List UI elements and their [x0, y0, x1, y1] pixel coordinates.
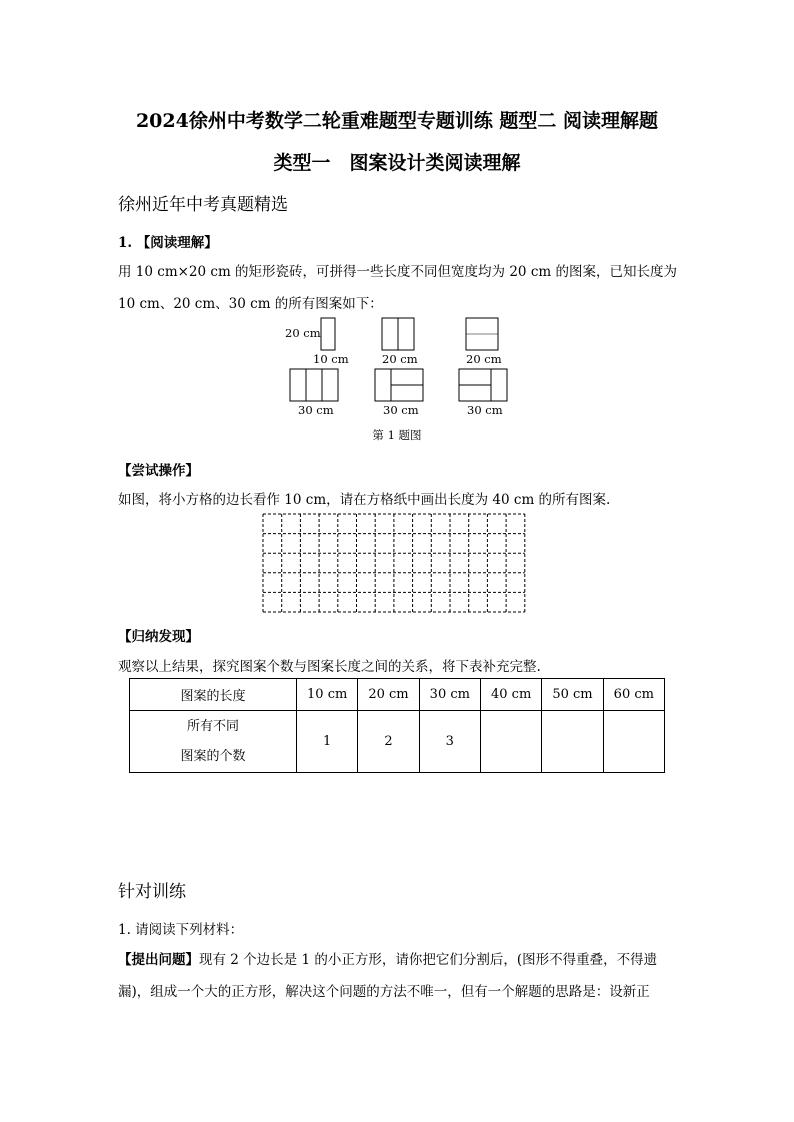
page-subtitle: 类型一 图案设计类阅读理解 — [273, 152, 521, 174]
table-length-cell: 30 cm — [419, 679, 480, 711]
table-length-cell: 60 cm — [603, 679, 664, 711]
table-length-cell: 40 cm — [480, 679, 541, 711]
figure-caption: 第 1 题图 — [372, 428, 422, 442]
pattern-10cm — [321, 318, 335, 350]
table-count-cell: 2 — [358, 711, 419, 773]
try-operation-heading: 【尝试操作】 — [118, 463, 199, 479]
induce-heading: 【归纳发现】 — [118, 629, 199, 645]
length-label-30cm: 30 cm — [383, 403, 419, 417]
question-label: 1. 【阅读理解】 — [118, 235, 218, 251]
page-title: 2024徐州中考数学二轮重难题型专题训练 题型二 阅读理解题 — [135, 110, 659, 132]
length-label-20cm: 20 cm — [466, 352, 502, 366]
problem-label: 【提出问题】 — [118, 952, 199, 968]
table-length-cell: 20 cm — [358, 679, 419, 711]
table-header-count-line1: 所有不同 — [186, 718, 239, 734]
table-count-cell-blank[interactable] — [603, 711, 664, 773]
length-label-30cm: 30 cm — [467, 403, 503, 417]
length-label-10cm: 10 cm — [313, 352, 349, 366]
table-count-cell-blank[interactable] — [480, 711, 541, 773]
practice-question-line: 1. 请阅读下列材料： — [118, 922, 244, 938]
table-header-count-line2: 图案的个数 — [180, 748, 246, 764]
pattern-count-table — [129, 678, 665, 773]
problem-text-line1: 现有 2 个边长是 1 的小正方形，请你把它们分割后，(图形不得重叠，不得遗 — [199, 952, 658, 968]
try-operation-text: 如图，将小方格的边长看作 10 cm，请在方格纸中画出长度为 40 cm 的所有图案. — [118, 492, 611, 508]
table-count-cell: 1 — [297, 711, 358, 773]
table-count-cell: 3 — [419, 711, 480, 773]
induce-text: 观察以上结果，探究图案个数与图案长度之间的关系，将下表补充完整. — [118, 659, 541, 675]
table-header-length: 图案的长度 — [130, 679, 297, 711]
table-length-cell: 10 cm — [297, 679, 358, 711]
problem-text-line2: 漏)，组成一个大的正方形，解决这个问题的方法不唯一，但有一个解题的思路是：设新正 — [118, 984, 650, 1000]
length-label-20cm: 20 cm — [382, 352, 418, 366]
pattern-30cm-vertical — [290, 369, 338, 401]
table-count-cell-blank[interactable] — [542, 711, 603, 773]
grid-paper[interactable] — [262, 513, 530, 615]
table-header-count — [130, 711, 297, 773]
section-heading-past-exams: 徐州近年中考真题精选 — [118, 195, 288, 215]
length-label-30cm: 30 cm — [298, 403, 334, 417]
problem-paragraph-line1 — [118, 948, 657, 968]
height-label: 20 cm — [285, 326, 321, 340]
section-heading-practice: 针对训练 — [118, 882, 186, 902]
question-text-line1: 用 10 cm×20 cm 的矩形瓷砖，可拼得一些长度不同但宽度均为 20 cm 的图案，已知长度为 — [118, 264, 677, 280]
table-length-cell: 50 cm — [542, 679, 603, 711]
question-text-line2: 10 cm、20 cm、30 cm 的所有图案如下： — [118, 296, 383, 312]
